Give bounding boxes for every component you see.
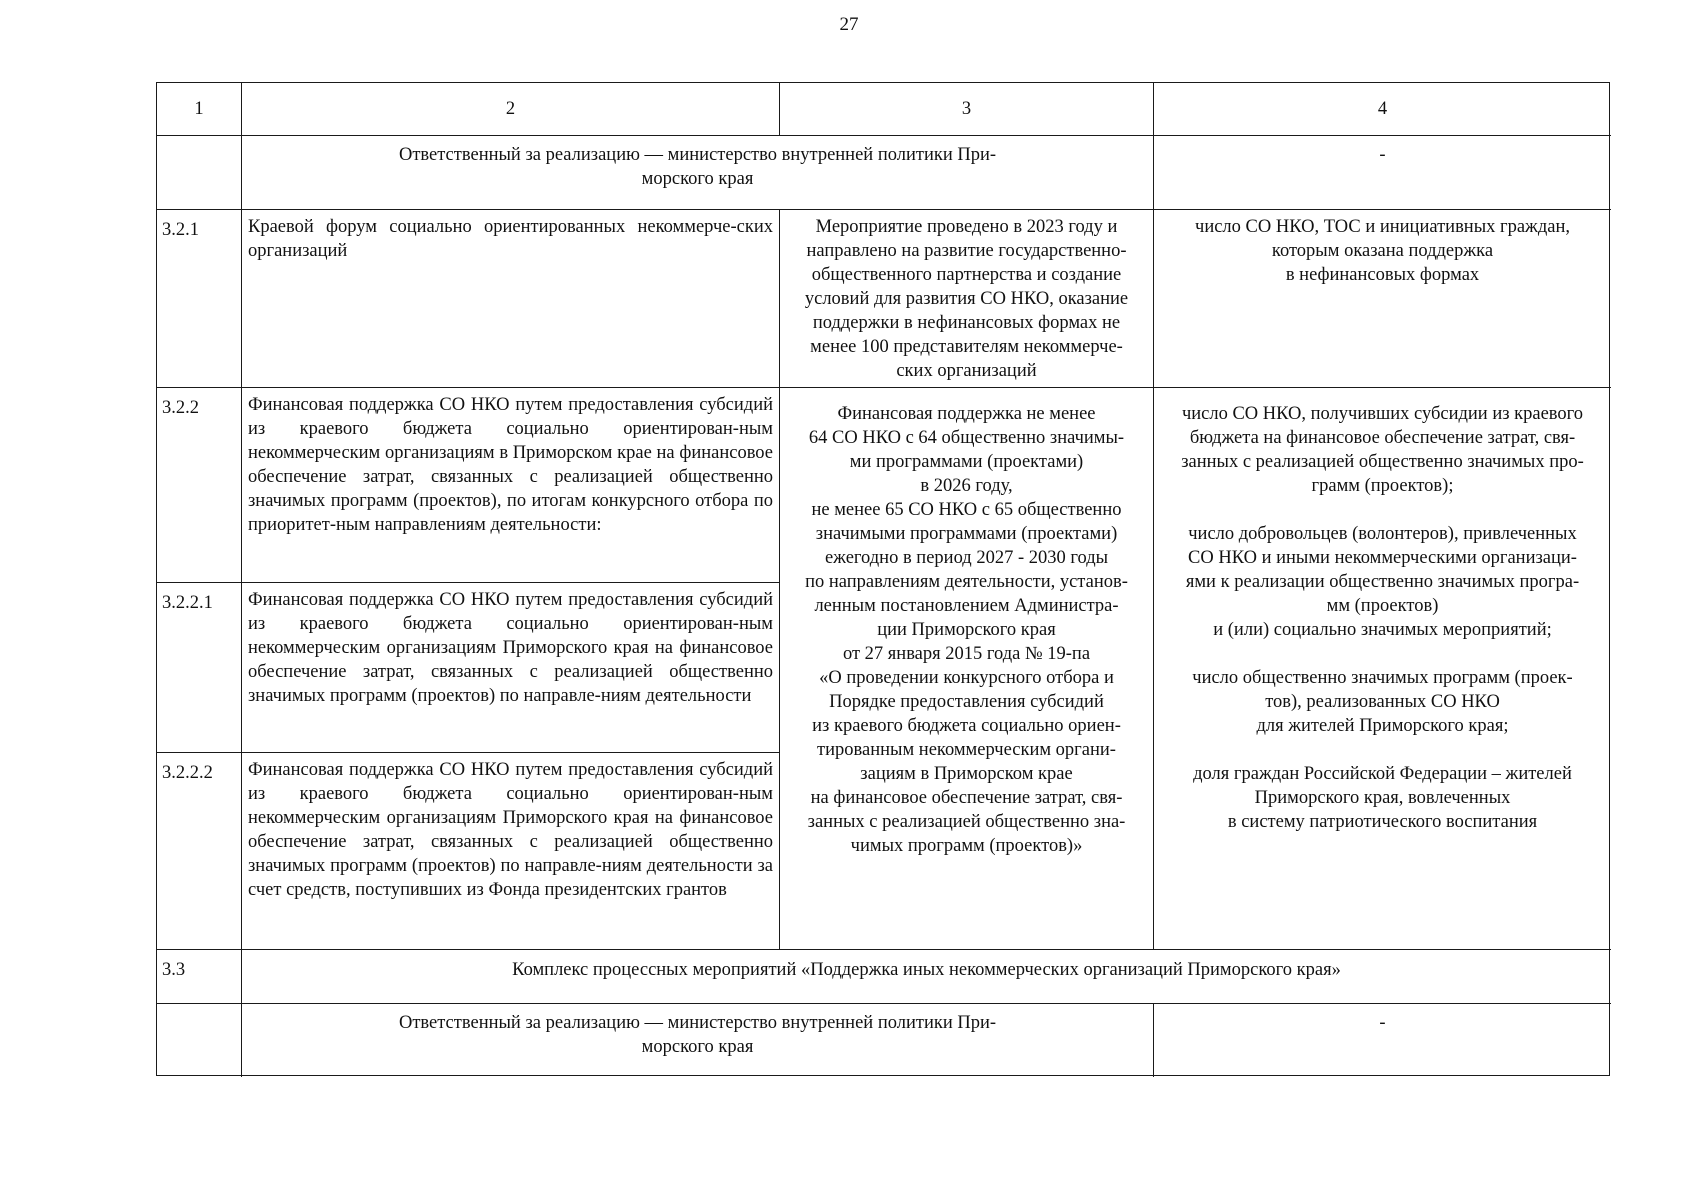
indicator-item: число добровольцев (волонтеров), привлеченных СО НКО и иными некоммерческими организаци- ями к реализации общественно значимых програ- мм (проектов) и (или) социально значимых мероприятий; — [1185, 524, 1580, 640]
measure-result: Финансовая поддержка не менее 64 СО НКО с 64 общественно значимы- ми программами (проектами) в 2026 году, не менее 65 СО НКО с 65 общественно значимыми программами (проектами) ежегодно в период 2027 - 2030 годы по направлениям деятельности, установ- ленным постановлением Администра- ции Приморского края от 27 января 2015 года № 19-па «О проведении конкурсного отбора и Порядке предоставления субсидий из краевого бюджета социально ориен- тированным некоммерческим органи- зациям в Приморском крае на финансовое обеспечение затрат, свя- занных с реализацией общественно зна- чимых программ (проектов)» — [780, 388, 1154, 950]
measure-name: Финансовая поддержка СО НКО путем предоставления субсидий из краевого бюджета социально ориентирован-ным некоммерческим организациям Приморского края на финансовое обеспечение затрат, связанных с реализацией общественно значимых программ (проектов) по направле-ниям деятельности за счет средств, поступивших из Фонда президентских грантов — [242, 753, 780, 950]
responsible-value: - — [1379, 1013, 1386, 1033]
header-col-4: 4 — [1154, 83, 1611, 136]
indicator-item: число СО НКО, получивших субсидии из краевого бюджета на финансовое обеспечение затрат, свя- занных с реализацией общественно значимых про- грамм (проектов); — [1181, 404, 1584, 496]
responsible-value: - — [1154, 136, 1611, 210]
row-number: 3.2.2 — [157, 388, 242, 583]
indicator-item: число общественно значимых программ (проек- тов), реализованных СО НКО для жителей Приморского края; — [1192, 668, 1573, 736]
measure-name: Финансовая поддержка СО НКО путем предоставления субсидий из краевого бюджета социально ориентирован-ным некоммерческим организациям в Приморском крае на финансовое обеспечение затрат, связанных с реализацией общественно значимых программ (проектов), по итогам конкурсного отбора по приоритет-ным направлениям деятельности: — [242, 388, 780, 583]
measures-table — [156, 82, 1610, 1076]
header-col-2: 2 — [242, 83, 780, 136]
row-number: 3.2.1 — [157, 210, 242, 388]
indicator-item: доля граждан Российской Федерации – жителей Приморского края, вовлеченных в систему патриотического воспитания — [1193, 764, 1572, 832]
header-col-3: 3 — [780, 83, 1154, 136]
row-number: 3.2.2.1 — [157, 583, 242, 753]
responsible-text: Ответственный за реализацию — министерство внутренней политики При- морского края — [242, 1004, 1154, 1077]
measure-name: Краевой форум социально ориентированных некоммерче-ских организаций — [242, 210, 780, 388]
measure-result: Мероприятие проведено в 2023 году и направлено на развитие государственно- общественного партнерства и создание условий для развития СО НКО, оказание поддержки в нефинансовых формах не менее 100 представителям некоммерче- ских организаций — [780, 210, 1154, 388]
responsible-num-cell — [157, 136, 242, 210]
page-number: 27 — [839, 14, 859, 35]
measure-name: Финансовая поддержка СО НКО путем предоставления субсидий из краевого бюджета социально ориентирован-ным некоммерческим организациям Приморского края на финансовое обеспечение затрат, связанных с реализацией общественно значимых программ (проектов) по направле-ниям деятельности — [242, 583, 780, 753]
row-number: 3.2.2.2 — [157, 753, 242, 950]
complex-title: Комплекс процессных мероприятий «Поддержка иных некоммерческих организаций Приморского края» — [242, 950, 1611, 1004]
responsible-text: Ответственный за реализацию — министерство внутренней политики При- морского края — [242, 136, 1154, 210]
responsible-num-cell — [157, 1004, 242, 1077]
row-number: 3.3 — [157, 950, 242, 1004]
measure-indicator: число СО НКО, ТОС и инициативных граждан, которым оказана поддержка в нефинансовых формах — [1154, 210, 1611, 388]
measure-indicators — [1154, 388, 1611, 950]
header-col-1: 1 — [157, 83, 242, 136]
